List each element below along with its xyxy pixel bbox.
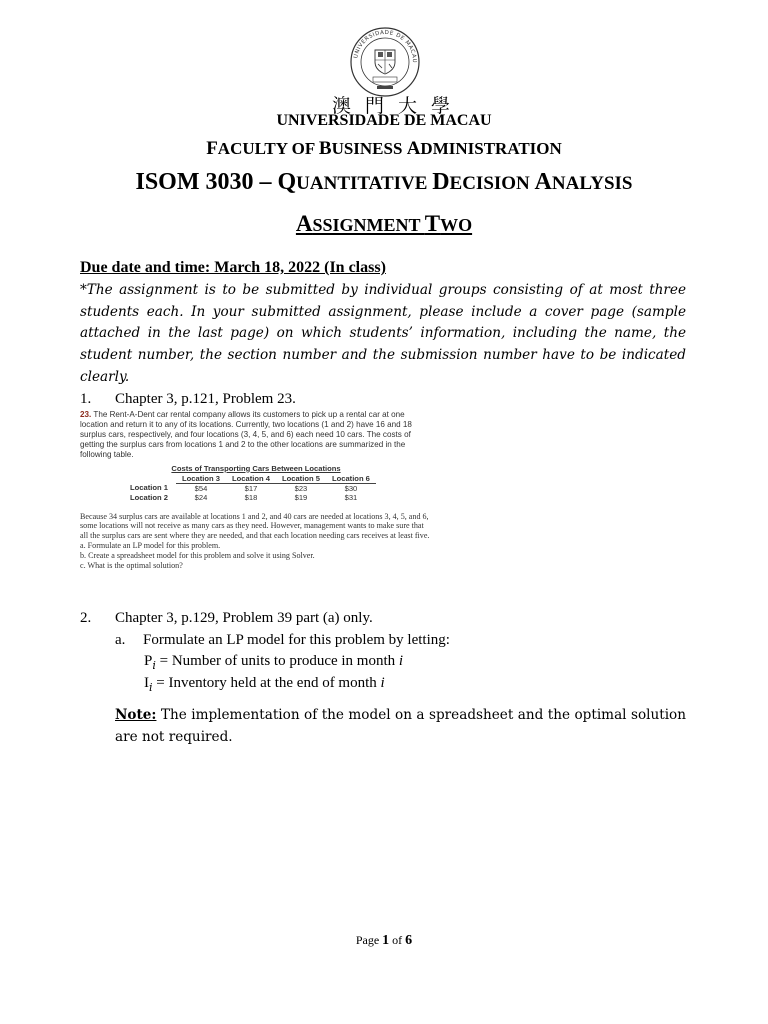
page-footer: Page 1 of 6 xyxy=(355,933,413,948)
problem-23-excerpt xyxy=(80,410,440,595)
variable-p-definition: $P_i$ = Number of units to produce in month i xyxy=(144,653,404,672)
cost-cell: $24 xyxy=(194,492,208,502)
problem-paragraph-1: 23. The Rent-A-Dent car rental company allows its customers to pick up a rental car at one location and return it to any of its locations. Currently, two locations (1 and 2) have 16 and 18 surplus cars, respectively, and four locations (3, 4, 5, and 6) each need 10 cars. The costs of getting the surplus cars from locations 1 and 2 to the other locations are summarized in the following table. xyxy=(80,410,412,459)
column-header: Location 4 xyxy=(226,474,276,484)
university-seal-logo xyxy=(349,26,421,98)
variable-i-definition: $I_i$ = Inventory held at the end of month i xyxy=(144,675,385,694)
assignment-title: ASSIGNMENT TWO xyxy=(295,211,473,236)
submission-instructions: *The assignment is to be submitted by individual groups consisting of at most three students each. In your submitted assignment, please include a cover page (sample attached in the last page) on which students’ information, including the name, the student number, the section number and the submission number have to be indicated clearly. xyxy=(80,282,686,385)
row-label: Location 1 xyxy=(130,483,168,493)
university-name: UNIVERSIDADE DE MACAU xyxy=(276,112,492,129)
problem-part-a: a. Formulate an LP model for this problem. xyxy=(80,541,221,551)
problem-paragraph-2: Because 34 surplus cars are available at locations 1 and 2, and 40 cars are needed at locations 3, 4, 5, and 6, some locations will not receive as many cars as they need. However, management wants to make sure that all the surplus cars are sent where they are needed, and that each location needing cars receives at least five. xyxy=(80,511,430,541)
svg-text:UNIVERSIDADE DE MACAU: UNIVERSIDADE DE MACAU xyxy=(353,29,418,64)
question-1: 1. Chapter 3, p.121, Problem 23. xyxy=(80,391,296,407)
row-label: Location 2 xyxy=(130,492,168,502)
cost-cell: $18 xyxy=(244,492,258,502)
question-2: 2. Chapter 3, p.129, Problem 39 part (a) only. xyxy=(80,610,373,626)
cost-table xyxy=(130,474,376,502)
table-corner xyxy=(130,474,176,484)
faculty-name: FACULTY OF BUSINESS ADMINISTRATION xyxy=(206,138,562,159)
cost-cell: $30 xyxy=(344,483,358,493)
cost-table-title: Costs of Transporting Cars Between Locations xyxy=(171,463,341,473)
cost-cell: $31 xyxy=(344,492,358,502)
column-header: Location 5 xyxy=(276,474,326,484)
cost-cell: $19 xyxy=(294,492,308,502)
question-2-part-a: a. Formulate an LP model for this problem by letting: xyxy=(115,632,450,648)
cost-cell: $54 xyxy=(194,483,208,493)
due-date: Due date and time: March 18, 2022 (In class) xyxy=(80,259,386,276)
cost-cell: $23 xyxy=(294,483,308,493)
column-header: Location 6 xyxy=(326,474,376,484)
problem-part-b: b. Create a spreadsheet model for this problem and solve it using Solver. xyxy=(80,551,315,561)
table-row xyxy=(130,493,376,502)
cost-cell: $17 xyxy=(244,483,258,493)
table-row xyxy=(130,483,376,493)
course-title: ISOM 3030 – QUANTITATIVE DECISION ANALYSIS xyxy=(135,169,633,195)
column-header: Location 3 xyxy=(176,474,226,484)
note: Note: The implementation of the model on a spreadsheet and the optimal solution are not required. xyxy=(115,707,686,745)
university-chinese-name: 澳門大學 xyxy=(331,95,464,117)
problem-part-c: c. What is the optimal solution? xyxy=(80,561,183,571)
